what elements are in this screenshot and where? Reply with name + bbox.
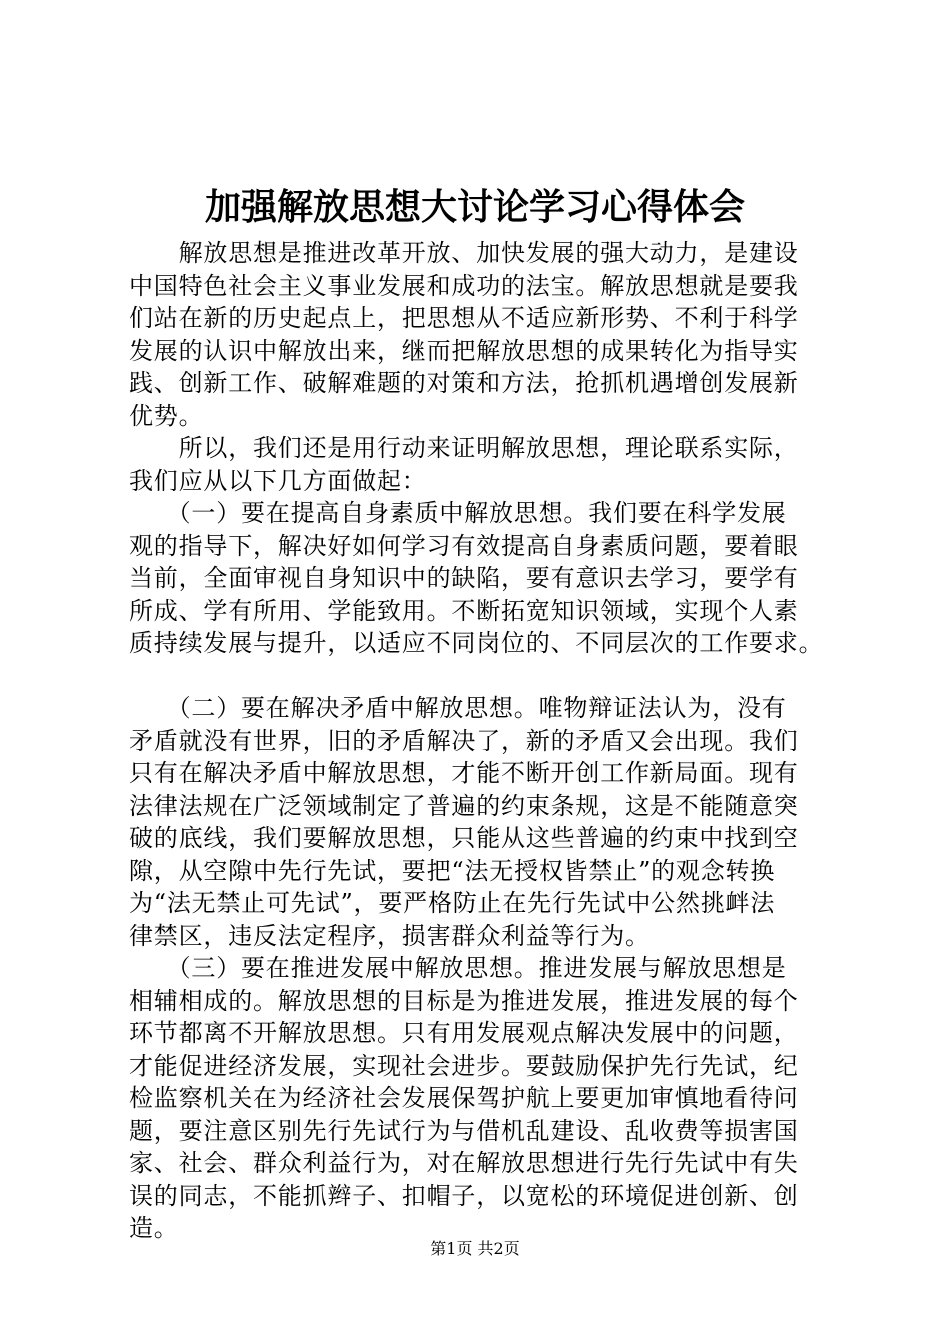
text-line: 质持续发展与提升，以适应不同岗位的、不同层次的工作要求。: [129, 629, 824, 657]
text-line: 解放思想是推进改革开放、加快发展的强大动力，是建设: [129, 239, 799, 267]
text-line: （二）要在解决矛盾中解放思想。唯物辩证法认为，没有: [129, 694, 787, 722]
page-footer: 第1页 共2页: [430, 1239, 520, 1258]
text-line: 我们应从以下几方面做起：: [129, 466, 427, 495]
text-line: 环节都离不开解放思想。只有用发展观点解决发展中的问题，: [129, 1019, 799, 1047]
text-line: （三）要在推进发展中解放思想。推进发展与解放思想是: [129, 954, 787, 982]
text-line: 只有在解决矛盾中解放思想，才能不断开创工作新局面。现有: [129, 759, 799, 787]
text-line: 律禁区，违反法定程序，损害群众利益等行为。: [129, 921, 650, 950]
text-line: （一）要在提高自身素质中解放思想。我们要在科学发展: [129, 499, 787, 527]
text-line: 才能促进经济发展，实现社会进步。要鼓励保护先行先试，纪: [129, 1051, 799, 1080]
text-line: 家、社会、群众利益行为，对在解放思想进行先行先试中有失: [129, 1149, 799, 1177]
text-line: 破的底线，我们要解放思想，只能从这些普遍的约束中找到空: [129, 824, 799, 852]
text-line: 为“法无禁止可先试”，要严格防止在先行先试中公然挑衅法: [129, 889, 776, 917]
text-line: 所以，我们还是用行动来证明解放思想，理论联系实际，: [129, 434, 799, 462]
text-line: 中国特色社会主义事业发展和成功的法宝。解放思想就是要我: [129, 271, 799, 300]
text-line: 发展的认识中解放出来，继而把解放思想的成果转化为指导实: [129, 336, 799, 365]
blank-line: [129, 660, 840, 693]
text-line: 误的同志，不能抓辫子、扣帽子，以宽松的环境促进创新、创: [129, 1181, 799, 1210]
text-line: 们站在新的历史起点上，把思想从不适应新形势、不利于科学: [129, 304, 799, 332]
text-line: 矛盾就没有世界，旧的矛盾解决了，新的矛盾又会出现。我们: [129, 726, 799, 755]
text-line: 造。: [129, 1214, 179, 1242]
document-title: 加强解放思想大讨论学习心得体会: [204, 187, 745, 228]
text-line: 检监察机关在为经济社会发展保驾护航上要更加审慎地看待问: [129, 1084, 799, 1112]
text-line: 践、创新工作、破解难题的对策和方法，抢抓机遇增创发展新: [129, 369, 799, 397]
text-line: 当前，全面审视自身知识中的缺陷，要有意识去学习，要学有: [129, 564, 799, 592]
text-line: 隙，从空隙中先行先试，要把“法无授权皆禁止”的观念转换: [129, 856, 776, 885]
text-line: 所成、学有所用、学能致用。不断拓宽知识领域，实现个人素: [129, 596, 799, 625]
text-line: 优势。: [129, 401, 204, 430]
text-line: 题，要注意区别先行先试行为与借机乱建设、乱收费等损害国: [129, 1116, 799, 1145]
text-line: 相辅相成的。解放思想的目标是为推进发展，推进发展的每个: [129, 986, 799, 1015]
text-line: 观的指导下，解决好如何学习有效提高自身素质问题，要着眼: [129, 531, 799, 560]
text-line: 法律法规在广泛领域制定了普遍的约束条规，这是不能随意突: [129, 791, 799, 820]
document-body: [129, 237, 840, 1245]
